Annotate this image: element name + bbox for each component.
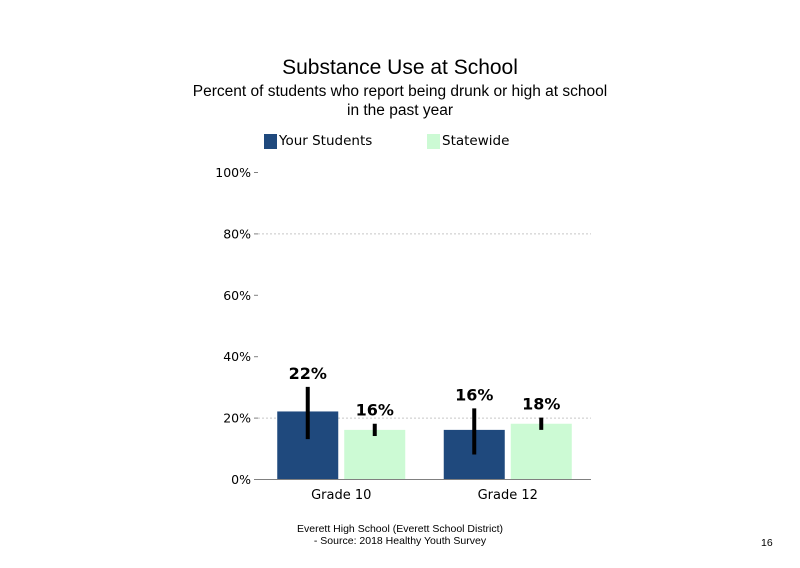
footer-source bbox=[200, 523, 600, 547]
subtitle-line-2: in the past year bbox=[347, 102, 453, 119]
y-tick-label-40: 40% bbox=[223, 349, 251, 365]
bar-statewide-grade-10 bbox=[344, 430, 405, 479]
legend-label-statewide: Statewide bbox=[442, 133, 510, 149]
data-label-your-students-grade-12: 16% bbox=[455, 385, 494, 405]
bar-statewide-grade-12 bbox=[511, 424, 572, 479]
footer-line-1: Everett High School (Everett School District) bbox=[297, 523, 503, 535]
y-tick-label-60: 60% bbox=[223, 287, 251, 303]
data-label-statewide-grade-10: 16% bbox=[355, 400, 394, 420]
chart-title: Substance Use at School bbox=[282, 56, 518, 79]
footer-line-2: - Source: 2018 Healthy Youth Survey bbox=[313, 535, 487, 547]
x-tick-label-grade-12: Grade 12 bbox=[477, 488, 538, 503]
y-tick-label-100: 100% bbox=[215, 165, 251, 180]
y-tick-label-0: 0% bbox=[231, 472, 251, 487]
x-tick-label-grade-10: Grade 10 bbox=[311, 488, 372, 503]
data-label-your-students-grade-10: 22% bbox=[288, 363, 327, 383]
page-number: 16 bbox=[761, 537, 773, 549]
legend-label-your-students: Your Students bbox=[279, 133, 373, 149]
data-label-statewide-grade-12: 18% bbox=[522, 394, 561, 414]
y-tick-label-20: 20% bbox=[223, 410, 251, 426]
y-tick-label-80: 80% bbox=[223, 226, 251, 242]
subtitle-line-1: Percent of students who report being drunk or high at school bbox=[192, 83, 608, 100]
